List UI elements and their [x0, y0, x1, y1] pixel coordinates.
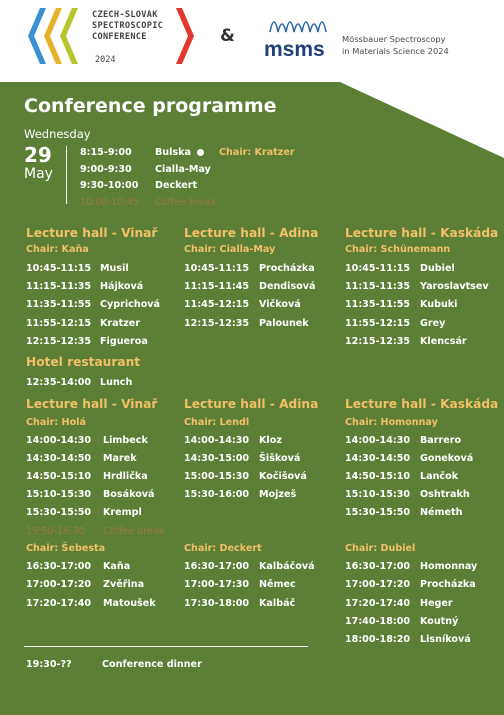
- slot-time: 15:10-15:30: [345, 489, 411, 500]
- divider: [24, 646, 308, 647]
- msms-logo-icon: [262, 10, 342, 60]
- slot-time: 15:10-15:30: [26, 489, 92, 500]
- conf-line2: SPECTROSCOPIC: [92, 21, 164, 31]
- slot-time: 15:30-15:50: [345, 507, 411, 518]
- slot-time: 17:00-17:20: [26, 579, 92, 590]
- plenary-chair: Chair: Kratzer: [219, 147, 295, 158]
- slot-speaker: Marek: [103, 453, 137, 464]
- slot-time: 16:30-17:00: [184, 561, 250, 572]
- break-time: 15:50-16:30: [26, 526, 85, 537]
- slot-time: 16:30-17:00: [26, 561, 92, 572]
- date-number: 29: [24, 143, 52, 167]
- slot-speaker: Matoušek: [103, 598, 156, 609]
- slot-speaker: Kaňa: [103, 561, 131, 572]
- slot-speaker: Zvěřina: [103, 579, 145, 590]
- hall-title: Lecture hall - Adina: [184, 226, 319, 240]
- lunch-time: 12:35-14:00: [26, 377, 92, 388]
- date-divider: [66, 146, 67, 204]
- msms-logo-text: msms: [264, 38, 325, 60]
- slot-time: 17:00-17:20: [345, 579, 411, 590]
- plenary-time: 8:15-9:00: [80, 147, 132, 158]
- plenary-name: Bulska: [155, 147, 191, 158]
- slot-time: 18:00-18:20: [345, 634, 411, 645]
- slot-speaker: Šišková: [259, 453, 301, 464]
- hall-chair: Chair: Šebesta: [26, 543, 106, 554]
- slot-speaker: Dubiel: [420, 263, 455, 274]
- slot-speaker: Kubuki: [420, 299, 458, 310]
- slot-speaker: Bosáková: [103, 489, 155, 500]
- slot-speaker: Procházka: [259, 263, 315, 274]
- msms-title: [342, 33, 449, 57]
- slot-speaker: Heger: [420, 598, 453, 609]
- slot-time: 17:40-18:00: [345, 616, 411, 627]
- slot-speaker: Limbeck: [103, 435, 148, 446]
- slot-time: 17:00-17:30: [184, 579, 250, 590]
- hall-title: Lecture hall - Vinař: [26, 397, 158, 411]
- dinner-label: Conference dinner: [102, 659, 202, 670]
- lunch-label: Lunch: [100, 377, 133, 388]
- slot-speaker: Barrero: [420, 435, 462, 446]
- slot-speaker: Hájková: [100, 281, 144, 292]
- slot-time: 11:45-12:15: [184, 299, 250, 310]
- slot-speaker: Mojzeš: [259, 489, 297, 500]
- slot-speaker: Goneková: [420, 453, 474, 464]
- slot-time: 16:30-17:00: [345, 561, 411, 572]
- hall-chair: Chair: Schünemann: [345, 244, 451, 255]
- day-label: Wednesday: [24, 127, 91, 141]
- break-label: Coffee break: [103, 526, 165, 537]
- hall-chair: Chair: Kaňa: [26, 244, 89, 255]
- plenary-name: Coffee break: [155, 197, 217, 208]
- hall-chair: Chair: Homonnay: [345, 417, 438, 428]
- msms-line2: in Materials Science 2024: [342, 46, 449, 56]
- slot-time: 10:45-11:15: [184, 263, 250, 274]
- slot-speaker: Homonnay: [420, 561, 478, 572]
- lunch-title: Hotel restaurant: [26, 355, 141, 369]
- slot-time: 14:50-15:10: [26, 471, 92, 482]
- slot-time: 14:30-14:50: [26, 453, 92, 464]
- slot-time: 11:15-11:35: [26, 281, 92, 292]
- slot-speaker: Kočišová: [259, 471, 307, 482]
- bullet-icon: [197, 149, 204, 156]
- slot-time: 15:00-15:30: [184, 471, 250, 482]
- slot-time: 11:35-11:55: [345, 299, 411, 310]
- slot-speaker: Figueroa: [100, 336, 148, 347]
- slot-speaker: Kloz: [259, 435, 282, 446]
- slot-speaker: Cyprichová: [100, 299, 161, 310]
- hall-chair: Chair: Cialla-May: [184, 244, 276, 255]
- slot-speaker: Grey: [420, 318, 446, 329]
- slot-speaker: Hrdlička: [103, 471, 148, 482]
- slot-speaker: Procházka: [420, 579, 476, 590]
- slot-time: 11:55-12:15: [345, 318, 411, 329]
- dinner-time: 19:30-??: [26, 659, 72, 670]
- slot-speaker: Kalbáč: [259, 598, 296, 609]
- slot-speaker: Palounek: [259, 318, 309, 329]
- slot-speaker: Oshtrakh: [420, 489, 470, 500]
- conference-name: [92, 10, 163, 43]
- slot-time: 14:30-15:00: [184, 453, 250, 464]
- slot-time: 14:00-14:30: [184, 435, 250, 446]
- slot-time: 14:50-15:10: [345, 471, 411, 482]
- plenary-time: 10:00-10:45: [80, 197, 139, 208]
- slot-speaker: Kratzer: [100, 318, 141, 329]
- slot-time: 11:15-11:35: [345, 281, 411, 292]
- hall-title: Lecture hall - Adina: [184, 397, 319, 411]
- slot-time: 17:20-17:40: [345, 598, 411, 609]
- conference-year: 2024: [95, 55, 116, 65]
- slot-time: 15:30-15:50: [26, 507, 92, 518]
- slot-time: 17:30-18:00: [184, 598, 250, 609]
- slot-speaker: Dendisová: [259, 281, 316, 292]
- hall-chair: Chair: Lendl: [184, 417, 250, 428]
- slot-time: 10:45-11:15: [26, 263, 92, 274]
- slot-time: 12:15-12:35: [345, 336, 411, 347]
- slot-time: 11:35-11:55: [26, 299, 92, 310]
- hall-chair: Chair: Deckert: [184, 543, 262, 554]
- slot-time: 17:20-17:40: [26, 598, 92, 609]
- slot-time: 10:45-11:15: [345, 263, 411, 274]
- slot-time: 12:15-12:35: [26, 336, 92, 347]
- plenary-time: 9:00-9:30: [80, 164, 132, 175]
- conf-line3: CONFERENCE: [92, 32, 147, 42]
- slot-time: 15:30-16:00: [184, 489, 250, 500]
- slot-time: 12:15-12:35: [184, 318, 250, 329]
- slot-speaker: Németh: [420, 507, 463, 518]
- plenary-name: Deckert: [155, 180, 198, 191]
- slot-speaker: Koutný: [420, 616, 459, 627]
- slot-speaker: Klencsár: [420, 336, 467, 347]
- slot-speaker: Musil: [100, 263, 129, 274]
- page-title: Conference programme: [24, 95, 277, 117]
- hall-title: Lecture hall - Vinař: [26, 226, 158, 240]
- slot-time: 11:55-12:15: [26, 318, 92, 329]
- plenary-speaker: [155, 147, 208, 158]
- slot-time: 14:00-14:30: [345, 435, 411, 446]
- slot-time: 14:30-14:50: [345, 453, 411, 464]
- slot-speaker: Vičková: [259, 299, 301, 310]
- slot-speaker: Lančok: [420, 471, 459, 482]
- slot-speaker: Lisníková: [420, 634, 471, 645]
- ampersand: &: [220, 26, 235, 46]
- plenary-time: 9:30-10:00: [80, 180, 139, 191]
- slot-speaker: Krempl: [103, 507, 142, 518]
- date-month: May: [24, 166, 53, 182]
- hall-chair: Chair: Dubiel: [345, 543, 416, 554]
- conf-line1: CZECH-SLOVAK: [92, 10, 158, 20]
- msms-line1: Mössbauer Spectroscopy: [342, 34, 446, 44]
- slot-speaker: Němec: [259, 579, 296, 590]
- hall-title: Lecture hall - Kaskáda: [345, 397, 499, 411]
- slot-speaker: Yaroslavtsev: [420, 281, 489, 292]
- slot-time: 11:15-11:45: [184, 281, 250, 292]
- hall-chair: Chair: Holá: [26, 417, 86, 428]
- slot-speaker: Kalbáčová: [259, 561, 315, 572]
- hall-title: Lecture hall - Kaskáda: [345, 226, 499, 240]
- slot-time: 14:00-14:30: [26, 435, 92, 446]
- plenary-name: Cialla-May: [155, 164, 211, 175]
